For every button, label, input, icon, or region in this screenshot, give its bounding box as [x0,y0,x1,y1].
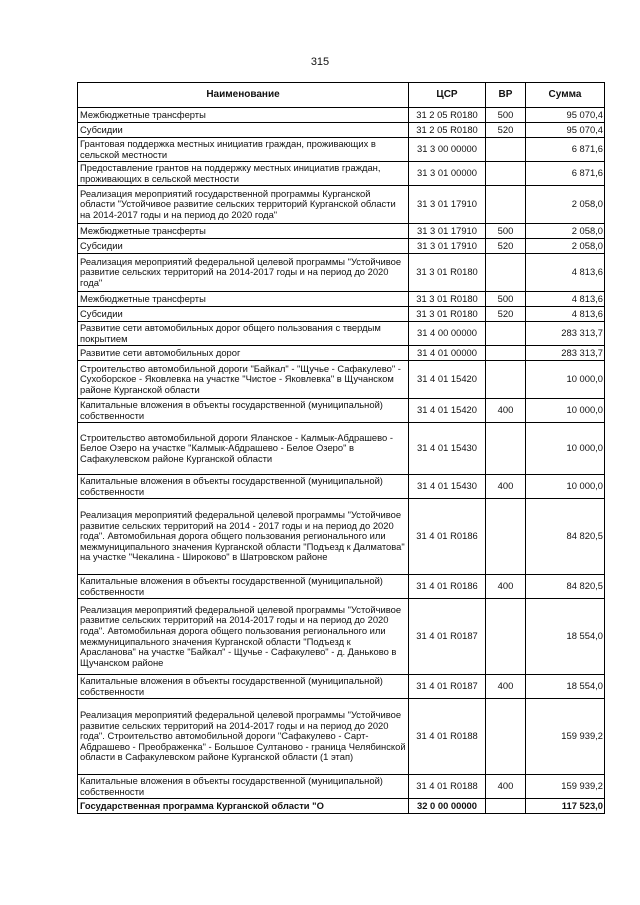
row-csr: 32 0 00 00000 [409,799,486,814]
row-sum: 10 000,0 [526,361,605,399]
row-sum: 10 000,0 [526,475,605,499]
row-csr: 31 2 05 R0180 [409,123,486,138]
table-row [78,292,605,307]
row-vr: 520 [486,307,526,322]
row-csr: 31 4 01 15420 [409,399,486,423]
row-sum: 6 871,6 [526,138,605,162]
row-vr [486,499,526,575]
row-sum: 283 313,7 [526,322,605,346]
row-name: Капитальные вложения в объекты государственной (муниципальной) собственности [78,575,409,599]
budget-table [77,82,605,814]
row-vr: 400 [486,675,526,699]
row-vr [486,599,526,675]
row-vr [486,138,526,162]
page-number: 315 [310,56,330,68]
row-vr: 400 [486,575,526,599]
table-row [78,499,605,575]
row-sum: 6 871,6 [526,162,605,186]
row-csr: 31 4 01 15430 [409,475,486,499]
table-row [78,675,605,699]
row-csr: 31 3 01 R0180 [409,292,486,307]
table-row [78,322,605,346]
row-name: Межбюджетные трансферты [78,224,409,239]
row-vr [486,322,526,346]
table-row [78,475,605,499]
row-sum: 4 813,6 [526,307,605,322]
row-vr [486,346,526,361]
row-csr: 31 4 01 R0186 [409,575,486,599]
header-vr: ВР [486,83,526,108]
table-row [78,399,605,423]
table-row [78,254,605,292]
row-name: Государственная программа Курганской области "О [78,799,409,814]
row-csr: 31 3 01 00000 [409,162,486,186]
table-row [78,699,605,775]
row-sum: 95 070,4 [526,108,605,123]
row-name: Строительство автомобильной дороги Яланское - Калмык-Абдрашево - Белое Озеро на участке "Калмык-Абдрашево - Белое Озеро" в Сафакулевском районе Курганской области [78,423,409,475]
row-name: Реализация мероприятий федеральной целевой программы "Устойчивое развитие сельских территорий на 2014-2017 годы и на период до 2020 года". Автомобильная дорога общего пользования регионального или межмуниципального значения Курганской области "Подъезд к Арасланова" на участке "Байкал" - Щучье - Сафакулево" - д. Даньково в Щучанском районе [78,599,409,675]
row-sum: 4 813,6 [526,292,605,307]
row-name: Развитие сети автомобильных дорог общего пользования с твердым покрытием [78,322,409,346]
row-vr: 400 [486,775,526,799]
row-sum: 10 000,0 [526,423,605,475]
row-name: Капитальные вложения в объекты государственной (муниципальной) собственности [78,775,409,799]
row-csr: 31 3 01 17910 [409,239,486,254]
row-name: Межбюджетные трансферты [78,292,409,307]
row-vr: 500 [486,224,526,239]
row-name: Реализация мероприятий федеральной целевой программы "Устойчивое развитие сельских территорий на 2014-2017 годы и на период до 2020 года" [78,254,409,292]
row-csr: 31 3 00 00000 [409,138,486,162]
table-row [78,599,605,675]
row-vr: 400 [486,475,526,499]
row-csr: 31 3 01 R0180 [409,307,486,322]
row-name: Реализация мероприятий государственной программы Курганской области "Устойчивое развитие сельских территорий Курганской области на 2014-2017 годы и на период до 2020 года" [78,186,409,224]
row-vr [486,699,526,775]
row-name: Капитальные вложения в объекты государственной (муниципальной) собственности [78,475,409,499]
table-row [78,123,605,138]
table-row [78,224,605,239]
row-sum: 159 939,2 [526,775,605,799]
row-vr: 500 [486,108,526,123]
row-sum: 2 058,0 [526,224,605,239]
row-sum: 2 058,0 [526,239,605,254]
row-sum: 84 820,5 [526,575,605,599]
row-name: Капитальные вложения в объекты государственной (муниципальной) собственности [78,675,409,699]
row-csr: 31 4 01 15420 [409,361,486,399]
row-csr: 31 4 01 15430 [409,423,486,475]
row-vr: 520 [486,239,526,254]
row-vr [486,799,526,814]
table-header-row [78,83,605,108]
row-name: Межбюджетные трансферты [78,108,409,123]
row-vr [486,423,526,475]
row-vr: 400 [486,399,526,423]
row-vr [486,361,526,399]
row-sum: 4 813,6 [526,254,605,292]
row-csr: 31 4 01 R0188 [409,699,486,775]
row-vr [486,186,526,224]
row-csr: 31 4 01 R0186 [409,499,486,575]
table-row [78,307,605,322]
row-vr [486,162,526,186]
row-csr: 31 3 01 17910 [409,186,486,224]
table-row [78,239,605,254]
row-sum: 2 058,0 [526,186,605,224]
row-name: Субсидии [78,123,409,138]
row-sum: 84 820,5 [526,499,605,575]
row-csr: 31 3 01 17910 [409,224,486,239]
row-sum: 10 000,0 [526,399,605,423]
table-row [78,138,605,162]
table-row [78,575,605,599]
row-name: Субсидии [78,307,409,322]
row-csr: 31 2 05 R0180 [409,108,486,123]
row-sum: 117 523,0 [526,799,605,814]
row-name: Субсидии [78,239,409,254]
row-sum: 18 554,0 [526,599,605,675]
table-row [78,162,605,186]
row-name: Реализация мероприятий федеральной целевой программы "Устойчивое развитие сельских территорий на 2014-2017 годы и на период до 2020 года". Строительство автомобильной дороги "Сафакулево - Сарт-Абдрашево - Преображенка" - Большое Султаново - граница Челябинской области в Сафакулевском районе Курганской области (1 этап) [78,699,409,775]
row-vr [486,254,526,292]
table-row [78,108,605,123]
row-name: Строительство автомобильной дороги "Байкал" - "Щучье - Сафакулево" - Сухоборское - Яковлевка на участке "Чистое - Яковлевка" в Щучанском районе Курганской области [78,361,409,399]
table-row [78,423,605,475]
row-sum: 95 070,4 [526,123,605,138]
row-name: Грантовая поддержка местных инициатив граждан, проживающих в сельской местности [78,138,409,162]
row-csr: 31 4 00 00000 [409,322,486,346]
row-csr: 31 4 01 R0187 [409,599,486,675]
row-name: Капитальные вложения в объекты государственной (муниципальной) собственности [78,399,409,423]
table-row [78,775,605,799]
table-row [78,799,605,814]
row-csr: 31 4 01 00000 [409,346,486,361]
row-csr: 31 4 01 R0187 [409,675,486,699]
header-sum: Сумма [526,83,605,108]
table-row [78,346,605,361]
table-row [78,186,605,224]
row-sum: 159 939,2 [526,699,605,775]
table-row [78,361,605,399]
row-csr: 31 4 01 R0188 [409,775,486,799]
row-name: Реализация мероприятий федеральной целевой программы "Устойчивое развитие сельских территорий на 2014 - 2017 годы и на период до 2020 года". Автомобильная дорога общего пользования регионального или межмуниципального значения Курганской области "Подъезд к Далматова" на участке "Чекалина - Широково" в Шатровском районе [78,499,409,575]
header-name: Наименование [78,83,409,108]
row-name: Предоставление грантов на поддержку местных инициатив граждан, проживающих в сельской местности [78,162,409,186]
row-vr: 500 [486,292,526,307]
header-csr: ЦСР [409,83,486,108]
row-sum: 283 313,7 [526,346,605,361]
row-csr: 31 3 01 R0180 [409,254,486,292]
row-vr: 520 [486,123,526,138]
row-sum: 18 554,0 [526,675,605,699]
row-name: Развитие сети автомобильных дорог [78,346,409,361]
